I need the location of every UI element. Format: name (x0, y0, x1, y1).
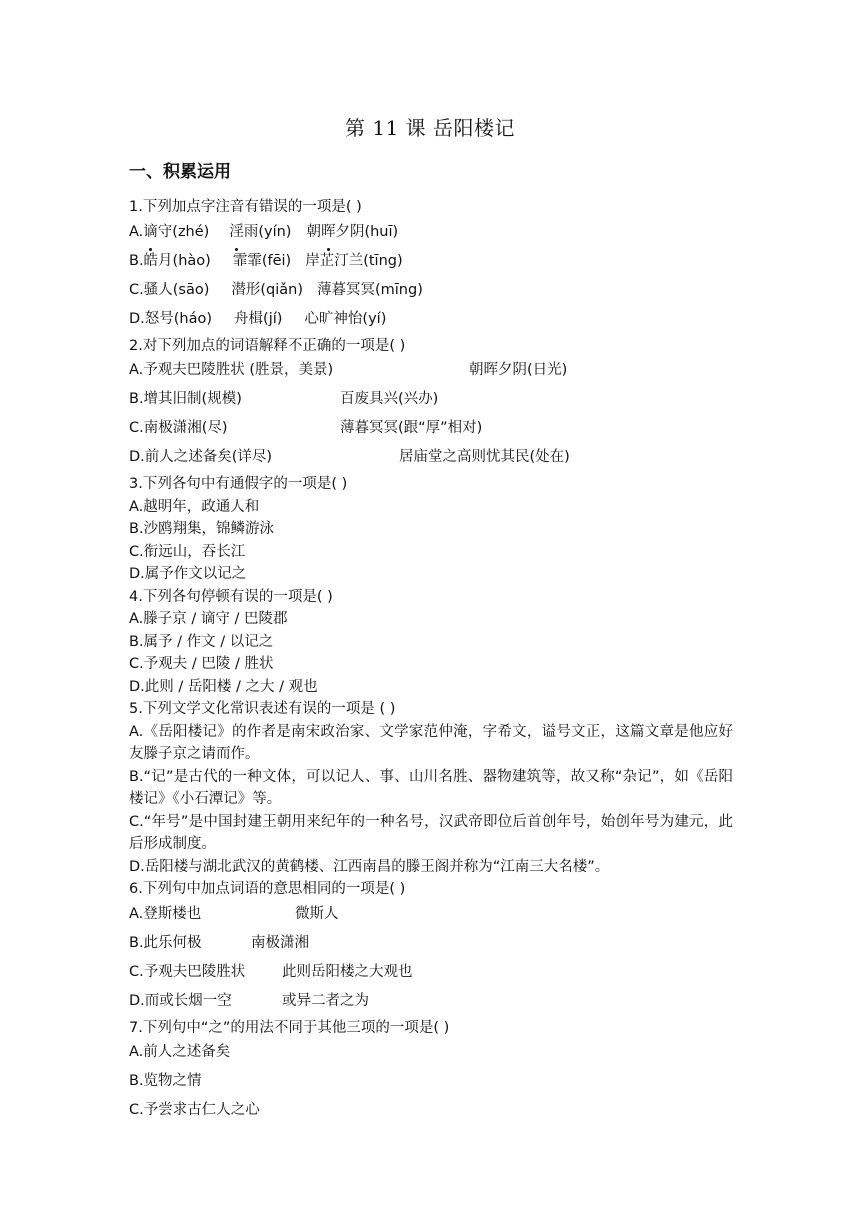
question-7-option-b: B.览物之情 (129, 1073, 202, 1089)
question-5-option-b: B.“记”是古代的一种文体，可以记人、事、山川名胜、器物建筑等，故又称“杂记”，如《岳阳楼记》《小石潭记》等。 (129, 768, 733, 807)
question-list (129, 196, 733, 1126)
question-7-option-a: A.前人之述备矣 (129, 1044, 231, 1060)
question-2-stem: 2.对下列加点的词语解释不正确的一项是( ) (129, 337, 406, 354)
question-5-option-a: A.《岳阳楼记》的作者是南宋政治家、文学家范仲淹，字希文，谥号文正，这篇文章是他应好友滕子京之请而作。 (129, 723, 733, 762)
question-3-stem: 3.下列各句中有通假字的一项是( ) (129, 476, 348, 492)
section-heading: 一、积累运用 (129, 162, 231, 182)
dotted-char: 晖 (321, 219, 336, 246)
question-1-option-a: A.谪守(zhé) 淫雨(yín) 朝晖夕阴(huī) (129, 219, 733, 248)
question-3-option-d: D.属予作文以记之 (129, 566, 247, 582)
question-2-option-b: B.增其旧制(规模) 百废具兴(兴办) (129, 391, 439, 407)
page-title: 第 11 课 岳阳楼记 (344, 116, 516, 140)
question-1-option-b: B.皓月(hào) 霏霏(fēi) 岸芷汀兰(tīng) (129, 252, 403, 269)
question-5-option-c: C.“年号”是中国封建王朝用来纪年的一种名号，汉武帝即位后首创年号，始创年号为建元，此后形成制度。 (129, 813, 733, 852)
question-6-option-a: A.登斯楼也 微斯人 (129, 905, 339, 922)
question-1-option-c: C.骚人(sāo) 潜形(qiǎn) 薄暮冥冥(mīng) (129, 281, 423, 298)
question-4-stem: 4.下列各句停顿有误的一项是( ) (129, 588, 333, 605)
question-1-stem: 1.下列加点字注音有错误的一项是( ) (129, 199, 362, 215)
question-3-option-c: C.衔远山，吞长江 (129, 543, 246, 560)
question-1-option-d: D.怒号(háo) 舟楫(jí) 心旷神怡(yí) (129, 310, 387, 327)
question-4-option-a: A.滕子京 / 谪守 / 巴陵郡 (129, 611, 288, 627)
question-6-option-b: B.此乐何极 南极潇湘 (129, 934, 309, 951)
question-3-option-b: B.沙鸥翔集，锦鳞游泳 (129, 521, 275, 537)
question-6-stem: 6.下列句中加点词语的意思相同的一项是( ) (129, 881, 406, 897)
question-4-option-b: B.属予 / 作文 / 以记之 (129, 633, 274, 650)
question-6-option-d: D.而或长烟一空 或异二者之为 (129, 992, 369, 1009)
question-2-option-d: D.前人之述备矣(详尽) 居庙堂之高则忧其民(处在) (129, 449, 570, 465)
dotted-char: 谪 (143, 219, 158, 246)
question-4-option-c: C.予观夫 / 巴陵 / 胜状 (129, 656, 274, 672)
question-4-option-d: D.此则 / 岳阳楼 / 之大 / 观也 (129, 678, 318, 695)
question-5-option-d: D.岳阳楼与湖北武汉的黄鹤楼、江西南昌的滕王阁并称为“江南三大名楼”。 (129, 858, 610, 875)
question-7-option-c: C.予尝求古仁人之心 (129, 1102, 260, 1118)
question-2-option-c: C.南极潇湘(尽) 薄暮冥冥(跟“厚”相对) (129, 420, 483, 436)
question-7-stem: 7.下列句中“之”的用法不同于其他三项的一项是( ) (129, 1019, 450, 1036)
question-3-option-a: A.越明年，政通人和 (129, 498, 260, 515)
question-6-option-c: C.予观夫巴陵胜状 此则岳阳楼之大观也 (129, 963, 413, 980)
dotted-char: 淫 (229, 219, 244, 246)
question-5-stem: 5.下列文学文化常识表述有误的一项是 ( ) (129, 701, 396, 717)
question-2-option-a: A.予观夫巴陵胜状 (胜景，美景) 朝晖夕阴(日光) (129, 362, 568, 378)
